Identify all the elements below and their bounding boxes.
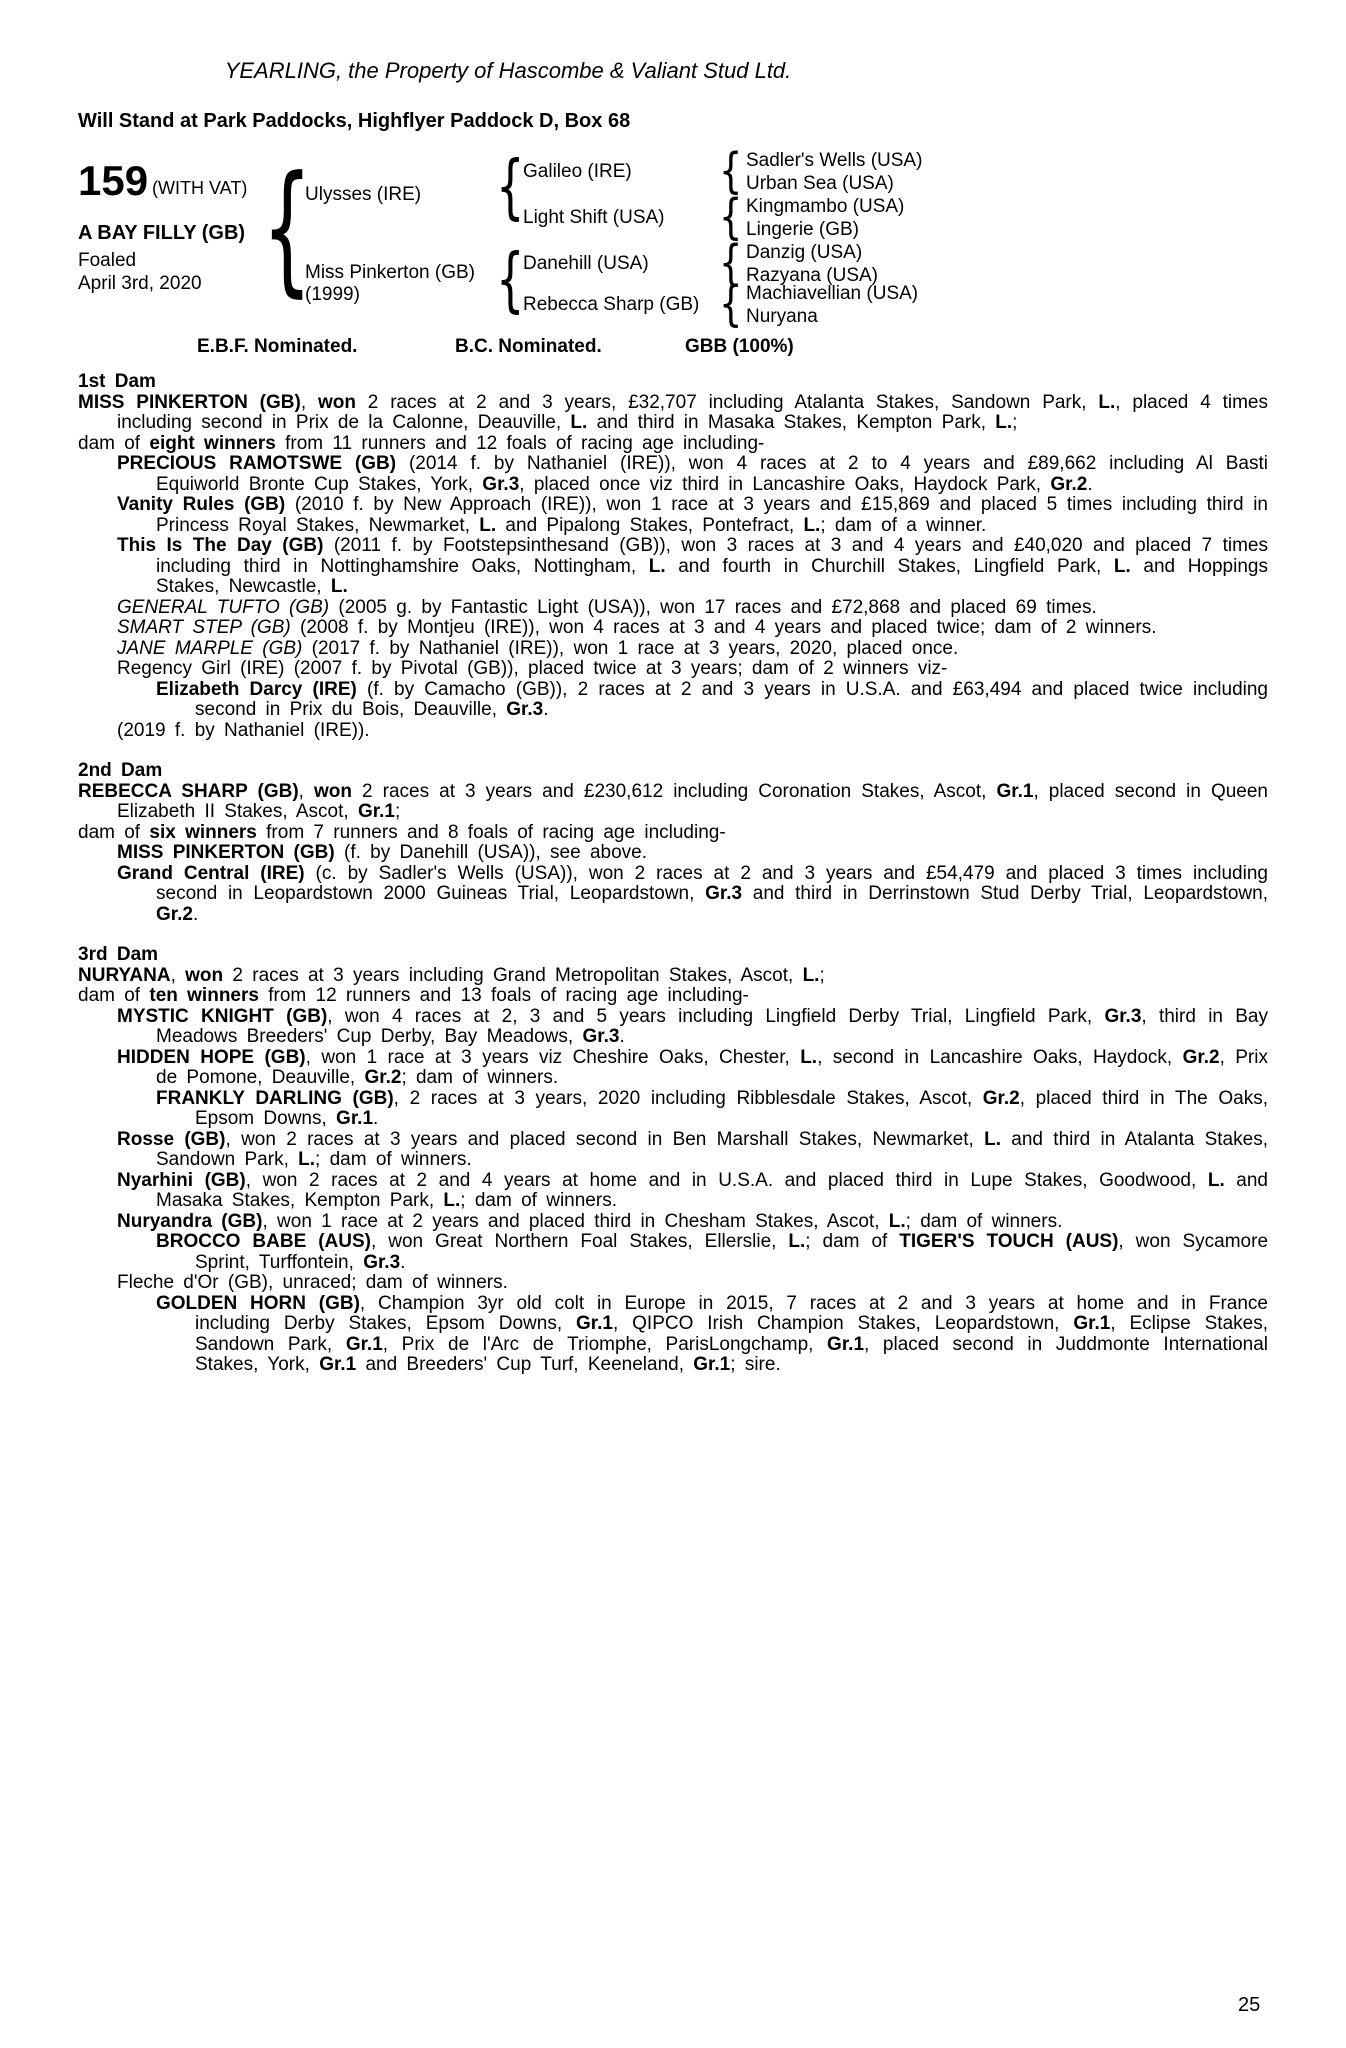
- text-segment: and third in Derrinstown Stud Derby Trial, Leopardstown,: [742, 883, 1268, 904]
- catalogue-paragraph: [78, 1212, 1268, 1233]
- catalogue-paragraph: [78, 495, 1268, 536]
- catalogue-paragraph: [78, 536, 1268, 598]
- text-segment: L.: [648, 555, 666, 577]
- text-segment: (2014 f. by Nathaniel (IRE)), won 4 races at 2 to 4 years and £89,662 including Al Basti Equiworld Bronte Cup Stakes, York,: [156, 453, 1268, 495]
- text-segment: Elizabeth Darcy (IRE): [156, 678, 357, 700]
- catalogue-paragraph: [78, 434, 1268, 455]
- text-segment: , won Sycamore Sprint, Turffontein,: [195, 1231, 1269, 1273]
- text-segment: Gr.1: [345, 1333, 383, 1355]
- text-segment: ; dam of winners.: [401, 1067, 559, 1088]
- text-segment: and Hoppings Stakes, Newcastle,: [156, 555, 1268, 597]
- pedigree-dam-sire: Danehill (USA): [523, 253, 649, 274]
- catalogue-paragraph: [78, 598, 1268, 619]
- text-segment: from 7 runners and 8 foals of racing age including-: [256, 821, 726, 843]
- text-segment: won: [314, 780, 352, 802]
- text-segment: won: [317, 391, 356, 413]
- horse-description: A BAY FILLY (GB): [78, 222, 246, 244]
- text-segment: NURYANA: [78, 964, 171, 986]
- catalogue-paragraph: [78, 1130, 1268, 1171]
- catalogue-paragraph: [78, 1171, 1268, 1212]
- text-segment: L.: [298, 1149, 316, 1170]
- text-segment: ;: [394, 801, 401, 822]
- text-segment: , Champion 3yr old colt in Europe in 2015, 7 races at 2 and 3 years at home and in France including Derby Stakes, Epsom Downs,: [195, 1292, 1268, 1334]
- text-segment: (2019 f. by Nathaniel (IRE)).: [117, 719, 370, 741]
- stand-location: Will Stand at Park Paddocks, Highflyer Paddock D, Box 68: [78, 110, 631, 132]
- text-segment: Gr.3: [582, 1026, 620, 1047]
- text-segment: ; dam of winners.: [315, 1149, 472, 1170]
- lot-number: 159: [78, 157, 149, 204]
- text-segment: ;: [1012, 412, 1018, 433]
- catalogue-paragraph: [78, 680, 1268, 721]
- brace-icon: {: [719, 187, 743, 245]
- text-segment: ; dam of: [805, 1231, 900, 1252]
- text-segment: and third in Atalanta Stakes, Sandown Park,: [156, 1128, 1268, 1170]
- pedigree-sire-dam-sire: Kingmambo (USA): [746, 196, 905, 217]
- text-segment: ,: [170, 964, 186, 986]
- text-segment: Fleche d'Or (GB), unraced; dam of winners.: [117, 1272, 508, 1293]
- text-segment: .: [619, 1026, 625, 1047]
- text-segment: 2 races at 2 and 3 years, £32,707 including Atalanta Stakes, Sandown Park,: [355, 391, 1099, 413]
- text-segment: , Prix de l'Arc de Triomphe, ParisLongchamp,: [382, 1333, 828, 1355]
- text-segment: dam of: [78, 821, 150, 843]
- text-segment: .: [400, 1251, 406, 1273]
- text-segment: , placed second in Juddmonte International Stakes, York,: [195, 1333, 1268, 1375]
- text-segment: .: [373, 1108, 379, 1129]
- text-segment: Regency Girl (IRE) (2007 f. by Pivotal (GB)), placed twice at 3 years; dam of 2 winners viz-: [117, 658, 948, 679]
- pedigree-dam-dam: Rebecca Sharp (GB): [523, 294, 700, 315]
- text-segment: GOLDEN HORN (GB): [156, 1292, 360, 1314]
- text-segment: , won 1 race at 3 years viz Cheshire Oaks, Chester,: [305, 1046, 801, 1068]
- text-segment: and Breeders' Cup Turf, Keeneland,: [356, 1354, 694, 1375]
- text-segment: dam of: [78, 432, 150, 454]
- text-segment: L.: [995, 412, 1013, 433]
- text-segment: L.: [479, 514, 497, 536]
- catalogue-paragraph: [78, 1232, 1268, 1273]
- catalogue-paragraph: [78, 721, 1268, 742]
- text-segment: FRANKLY DARLING (GB): [156, 1087, 394, 1109]
- text-segment: 2 races at 3 years and £230,612 including Coronation Stakes, Ascot,: [352, 780, 997, 802]
- text-segment: , placed 4 times including second in Prix de la Calonne, Deauville,: [117, 391, 1268, 433]
- text-segment: ; sire.: [730, 1354, 781, 1375]
- catalogue-paragraph: [78, 1294, 1268, 1376]
- text-segment: Gr.1: [996, 780, 1034, 802]
- text-segment: MYSTIC KNIGHT (GB): [117, 1005, 328, 1027]
- catalogue-paragraph: [78, 454, 1268, 495]
- pedigree-dam-sire-dam: Razyana (USA): [746, 265, 878, 286]
- brace-icon: {: [719, 274, 743, 332]
- text-segment: , QIPCO Irish Champion Stakes, Leopardstown,: [612, 1313, 1074, 1334]
- brace-icon: {: [719, 141, 743, 199]
- text-segment: This Is The Day (GB): [117, 535, 324, 556]
- text-segment: SMART STEP (GB): [117, 617, 291, 638]
- text-segment: , placed once viz third in Lancashire Oaks, Haydock Park,: [519, 473, 1051, 495]
- text-segment: MISS PINKERTON (GB): [78, 391, 301, 413]
- text-segment: HIDDEN HOPE (GB): [117, 1046, 306, 1068]
- text-segment: .: [1087, 473, 1093, 495]
- text-segment: Grand Central (IRE): [117, 862, 305, 884]
- text-segment: Gr.1: [336, 1108, 374, 1129]
- text-segment: , Eclipse Stakes, Sandown Park,: [195, 1313, 1269, 1355]
- bc-nomination: B.C. Nominated.: [455, 336, 602, 357]
- foaled-label: Foaled: [78, 250, 137, 271]
- text-segment: Gr.1: [1073, 1313, 1111, 1334]
- text-segment: L.: [443, 1190, 461, 1211]
- pedigree-sire-sire-dam: Urban Sea (USA): [746, 173, 894, 194]
- catalogue-paragraph: [78, 1273, 1268, 1294]
- text-segment: , Prix de Pomone, Deauville,: [156, 1046, 1268, 1088]
- text-segment: ; dam of winners.: [460, 1190, 617, 1211]
- text-segment: L.: [888, 1210, 906, 1232]
- catalogue-paragraph: [78, 843, 1268, 864]
- vat-note: (WITH VAT): [152, 178, 248, 198]
- catalogue-paragraph: [78, 1007, 1268, 1048]
- text-segment: , placed third in The Oaks, Epsom Downs,: [195, 1087, 1268, 1129]
- pedigree-sire-dam-dam: Lingerie (GB): [746, 219, 859, 240]
- text-segment: L.: [802, 964, 820, 986]
- text-segment: (2005 g. by Fantastic Light (USA)), won 17 races and £72,868 and placed 69 times.: [329, 596, 1097, 618]
- text-segment: Gr.3: [705, 883, 743, 904]
- text-segment: won: [185, 964, 224, 986]
- text-segment: L.: [800, 1046, 818, 1068]
- text-segment: (2011 f. by Footstepsinthesand (GB)), won 3 races at 3 and 4 years and £40,020 and placed 7 times including third in Nottinghamshire Oaks, Nottingham,: [156, 535, 1268, 577]
- text-segment: Gr.2: [1182, 1046, 1220, 1068]
- text-segment: ; dam of a winner.: [820, 514, 987, 536]
- text-segment: ,: [298, 780, 314, 802]
- catalogue-paragraph: [78, 1089, 1268, 1130]
- text-segment: TIGER'S TOUCH (AUS): [899, 1231, 1119, 1252]
- text-segment: , won 1 race at 2 years and placed third in Chesham Stakes, Ascot,: [262, 1210, 889, 1232]
- brace-icon: {: [262, 145, 313, 311]
- text-segment: , third in Bay Meadows Breeders' Cup Derby, Bay Meadows,: [156, 1005, 1268, 1047]
- text-segment: , second in Lancashire Oaks, Haydock,: [817, 1046, 1183, 1068]
- text-segment: MISS PINKERTON (GB): [117, 842, 335, 863]
- text-segment: L.: [570, 412, 588, 433]
- text-segment: and fourth in Churchill Stakes, Lingfield Park,: [665, 555, 1114, 577]
- text-segment: L.: [1098, 391, 1116, 413]
- text-segment: PRECIOUS RAMOTSWE (GB): [117, 453, 397, 474]
- text-segment: Gr.1: [319, 1354, 357, 1375]
- catalogue-paragraph: [78, 864, 1268, 926]
- pedigree-text-body: [78, 372, 1268, 1376]
- foaled-date: April 3rd, 2020: [78, 273, 202, 294]
- text-segment: Gr.3: [506, 699, 544, 720]
- text-segment: ;: [819, 964, 825, 986]
- text-segment: Rosse (GB): [117, 1128, 226, 1150]
- text-segment: Gr.1: [357, 801, 395, 822]
- pedigree-dam: Miss Pinkerton (GB): [305, 262, 475, 283]
- catalogue-paragraph: [78, 393, 1268, 434]
- text-segment: , placed second in Queen Elizabeth II Stakes, Ascot,: [117, 780, 1268, 822]
- text-segment: Vanity Rules (GB): [117, 494, 286, 515]
- text-segment: , won 2 races at 2 and 4 years at home and in U.S.A. and placed third in Lupe Stakes, Goodwood,: [245, 1169, 1208, 1191]
- text-segment: Gr.2: [364, 1067, 402, 1088]
- pedigree-dam-dam-dam: Nuryana: [746, 306, 818, 327]
- text-segment: .: [543, 699, 549, 720]
- page-number: 25: [1238, 1994, 1261, 2016]
- text-segment: ,: [300, 391, 318, 413]
- brace-icon: {: [496, 239, 525, 321]
- text-segment: (2017 f. by Nathaniel (IRE)), won 1 race at 3 years, 2020, placed once.: [302, 637, 959, 659]
- catalogue-paragraph: [78, 618, 1268, 639]
- pedigree-dam-sire-sire: Danzig (USA): [746, 242, 863, 263]
- text-segment: ; dam of winners.: [905, 1210, 1063, 1232]
- text-segment: JANE MARPLE (GB): [117, 637, 303, 659]
- text-segment: ten winners: [149, 985, 259, 1006]
- dam-heading: 3rd Dam: [78, 944, 159, 965]
- text-segment: BROCCO BABE (AUS): [156, 1231, 371, 1252]
- text-segment: Nuryandra (GB): [117, 1210, 263, 1232]
- text-segment: (f. by Danehill (USA)), see above.: [334, 842, 648, 863]
- pedigree-sire-dam: Light Shift (USA): [523, 207, 665, 228]
- text-segment: dam of: [78, 985, 150, 1006]
- text-segment: Gr.3: [363, 1251, 401, 1273]
- text-segment: Gr.1: [827, 1333, 865, 1355]
- text-segment: REBECCA SHARP (GB): [78, 780, 299, 802]
- text-segment: Nyarhini (GB): [117, 1169, 246, 1191]
- text-segment: , won Great Northern Foal Stakes, Ellerslie,: [370, 1231, 789, 1252]
- text-segment: L.: [1113, 555, 1131, 577]
- text-segment: from 11 runners and 12 foals of racing age including-: [275, 432, 765, 454]
- text-segment: L.: [330, 576, 348, 597]
- catalogue-paragraph: [78, 1048, 1268, 1089]
- catalogue-paragraph: [78, 823, 1268, 844]
- text-segment: GENERAL TUFTO (GB): [117, 596, 330, 618]
- text-segment: L.: [803, 514, 821, 536]
- text-segment: (2008 f. by Montjeu (IRE)), won 4 races at 3 and 4 years and placed twice; dam of 2 winners.: [290, 617, 1157, 638]
- text-segment: Gr.2: [1050, 473, 1088, 495]
- brace-icon: {: [719, 233, 743, 291]
- ebf-nomination: E.B.F. Nominated.: [197, 336, 358, 357]
- pedigree-sire-sire-sire: Sadler's Wells (USA): [746, 150, 923, 171]
- text-segment: , won 4 races at 2, 3 and 5 years including Lingfield Derby Trial, Lingfield Park,: [327, 1005, 1105, 1027]
- catalogue-paragraph: [78, 986, 1268, 1007]
- text-segment: Gr.3: [1104, 1005, 1142, 1027]
- text-segment: (c. by Sadler's Wells (USA)), won 2 races at 2 and 3 years and £54,479 and placed 3 times including second in Leopardstown 2000 Guineas Trial, Leopardstown,: [156, 862, 1268, 904]
- dam-heading: 1st Dam: [78, 371, 156, 392]
- page-title: YEARLING, the Property of Hascombe & Valiant Stud Ltd.: [224, 58, 792, 83]
- text-segment: 2 races at 3 years including Grand Metropolitan Stakes, Ascot,: [223, 964, 803, 986]
- catalogue-paragraph: [78, 639, 1268, 660]
- text-segment: , won 2 races at 3 years and placed second in Ben Marshall Stakes, Newmarket,: [225, 1128, 985, 1150]
- text-segment: , 2 races at 3 years, 2020 including Ribblesdale Stakes, Ascot,: [393, 1087, 983, 1109]
- catalogue-paragraph: [78, 782, 1268, 823]
- pedigree-sire-sire: Galileo (IRE): [523, 161, 632, 182]
- text-segment: L.: [984, 1128, 1001, 1150]
- text-segment: L.: [1207, 1169, 1225, 1191]
- text-segment: .: [192, 903, 199, 925]
- text-segment: Gr.1: [576, 1313, 613, 1334]
- dam-heading: 2nd Dam: [78, 760, 163, 781]
- text-segment: Gr.2: [156, 903, 193, 925]
- text-segment: L.: [788, 1231, 806, 1252]
- text-segment: (f. by Camacho (GB)), 2 races at 2 and 3 years in U.S.A. and £63,494 and placed twice including second in Prix du Bois, Deauville,: [195, 678, 1268, 720]
- catalogue-paragraph: [78, 659, 1268, 680]
- pedigree-sire: Ulysses (IRE): [305, 184, 422, 205]
- text-segment: and Pipalong Stakes, Pontefract,: [496, 514, 804, 536]
- text-segment: and Masaka Stakes, Kempton Park,: [156, 1169, 1268, 1211]
- text-segment: eight winners: [149, 432, 276, 454]
- catalogue-paragraph: [78, 966, 1268, 987]
- text-segment: Gr.1: [693, 1354, 731, 1375]
- text-segment: (2010 f. by New Approach (IRE)), won 1 race at 3 years and £15,869 and placed 5 times including third in Princess Royal Stakes, Newmarket,: [156, 494, 1269, 536]
- pedigree-dam-year: (1999): [305, 284, 360, 305]
- text-segment: and third in Masaka Stakes, Kempton Park,: [587, 412, 996, 433]
- pedigree-dam-dam-sire: Machiavellian (USA): [746, 283, 919, 304]
- text-segment: Gr.3: [482, 473, 520, 495]
- brace-icon: {: [496, 146, 525, 228]
- text-segment: six winners: [149, 821, 257, 843]
- gbb-note: GBB (100%): [685, 336, 794, 357]
- text-segment: Gr.2: [982, 1087, 1020, 1109]
- text-segment: from 12 runners and 13 foals of racing age including-: [258, 985, 749, 1006]
